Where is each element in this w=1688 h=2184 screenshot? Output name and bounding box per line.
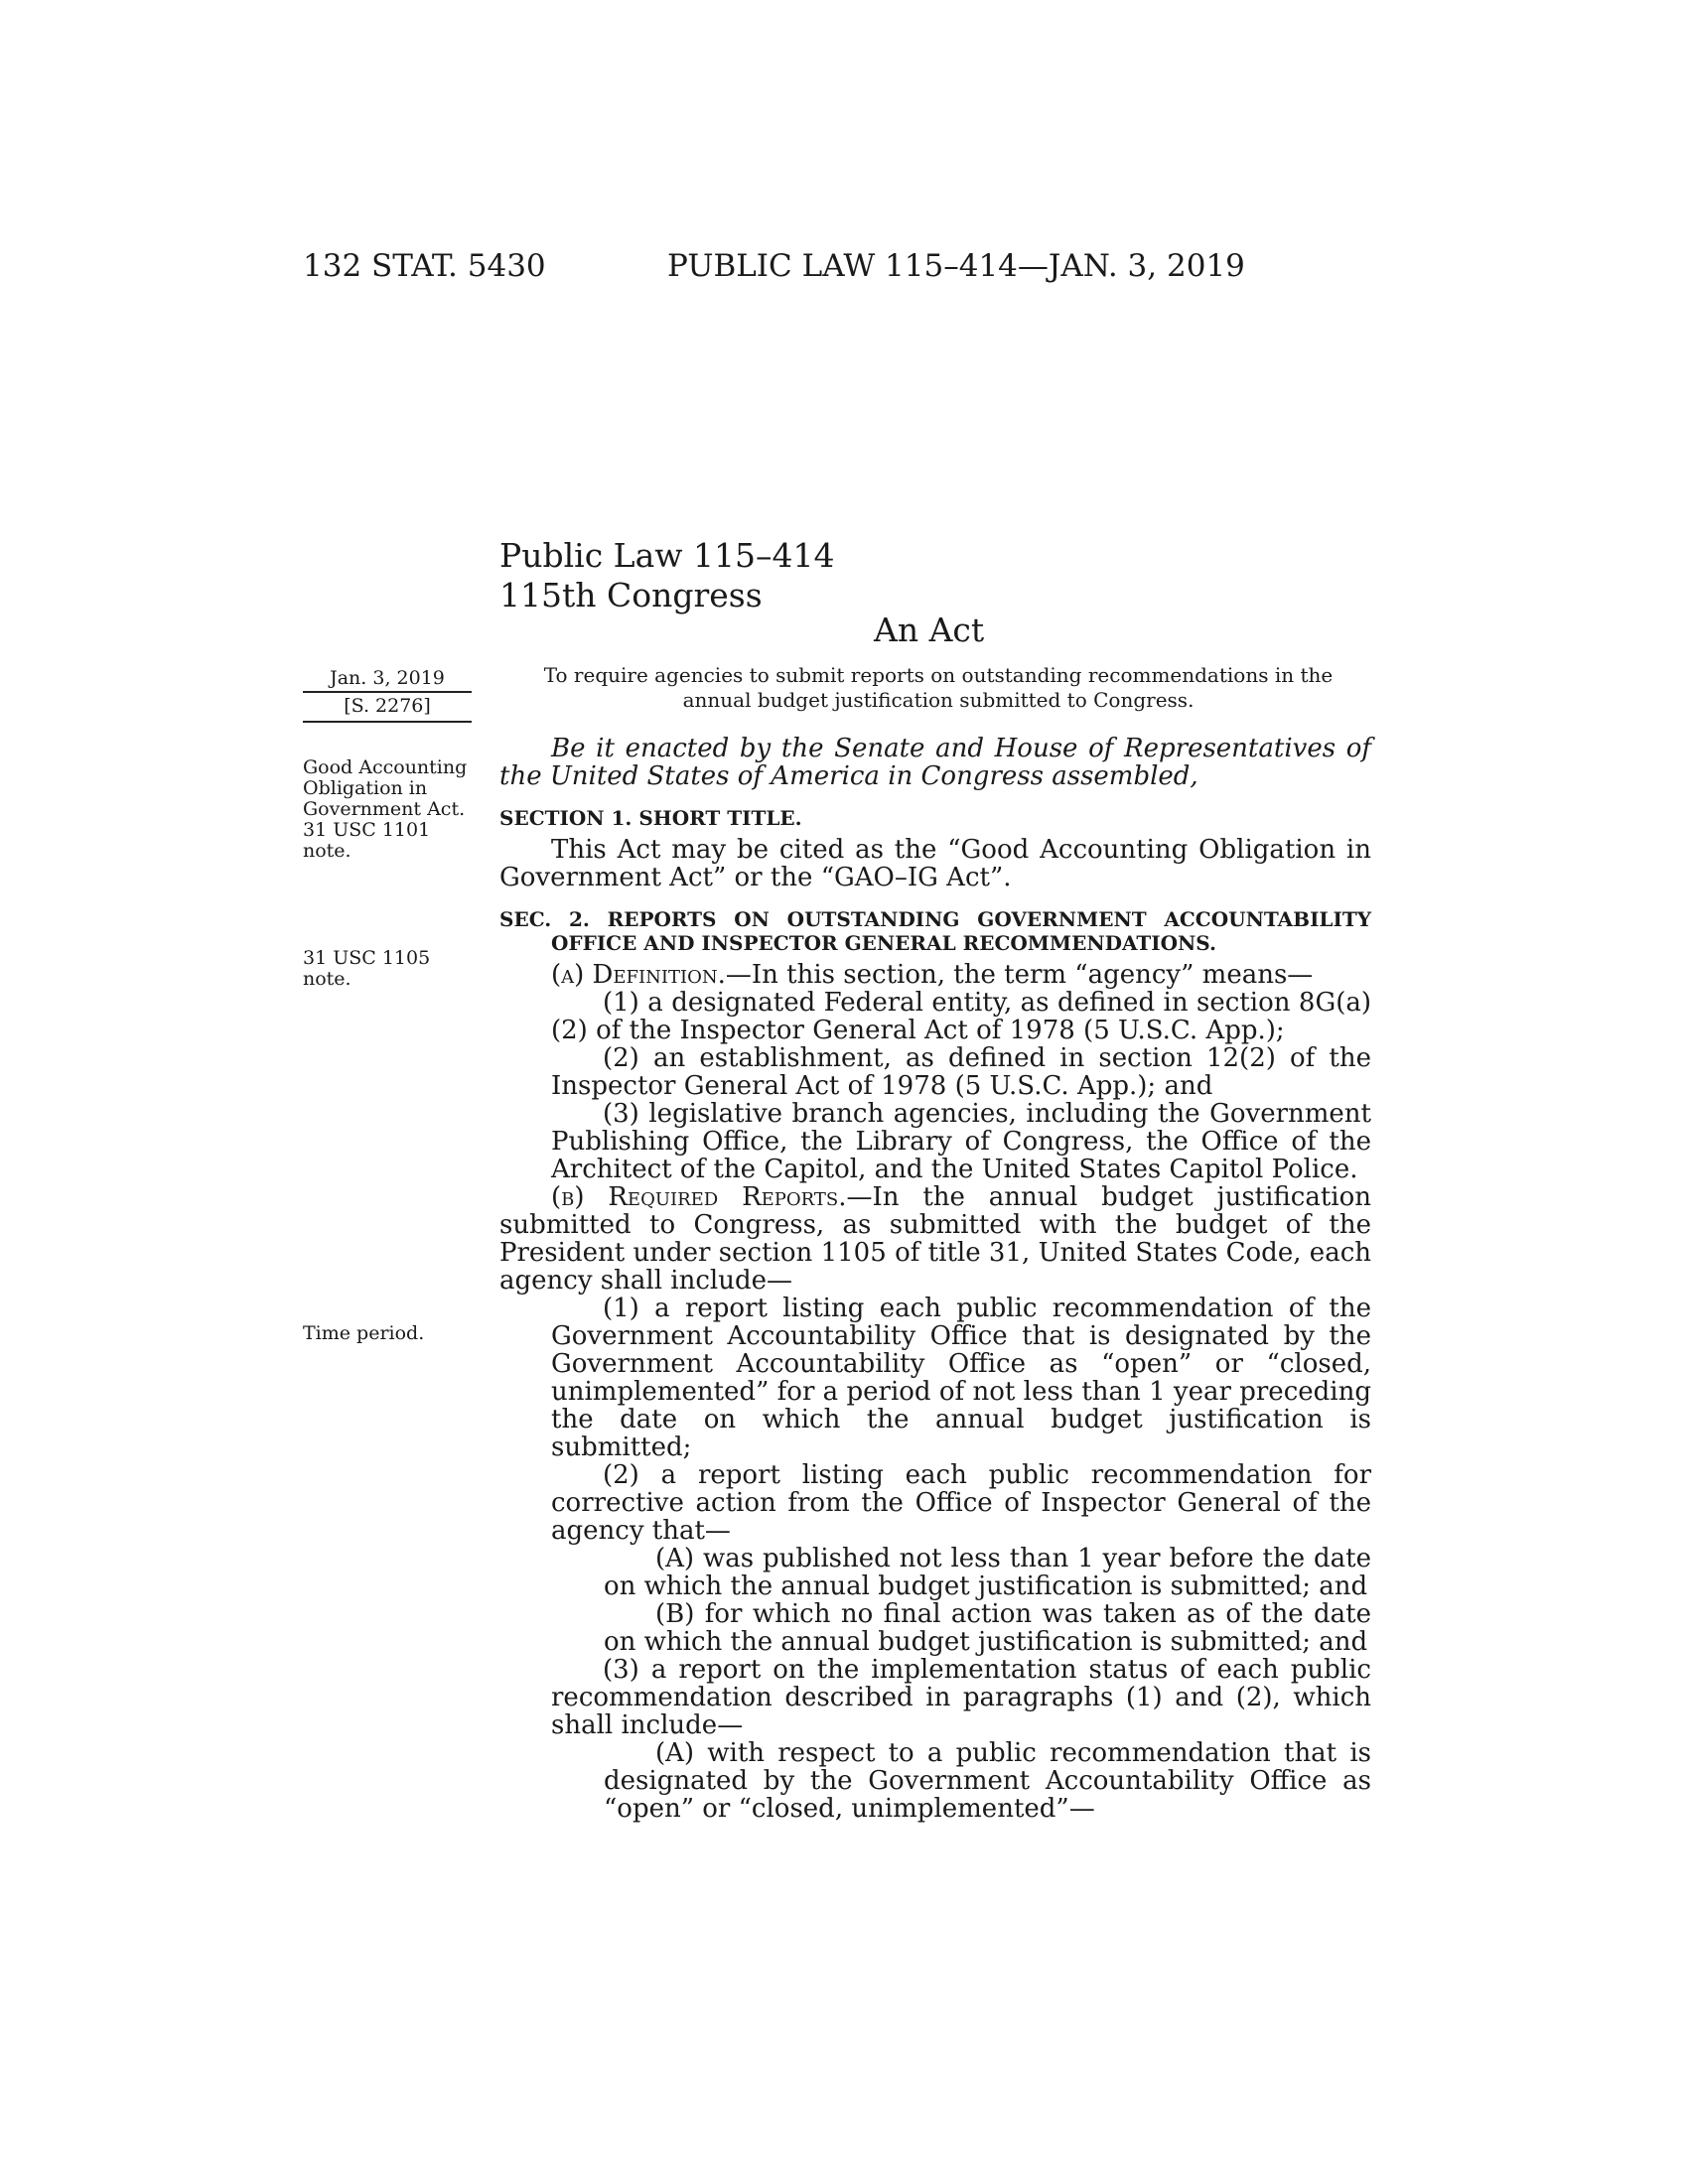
margin-date-bill [303,663,472,723]
margin-short-title-note: Good Accounting Obligation in Government Act. 31 USC 1101 note. [303,756,468,862]
margin-date: Jan. 3, 2019 [303,665,472,693]
margin-sec2-note: 31 USC 1105 note. [303,947,431,990]
section-2-heading: SEC. 2. REPORTS ON OUTSTANDING GOVERNMENT ACCOUNTABILITY OFFICE AND INSPECTOR GENERAL RECOMMENDATIONS. [499,907,1371,955]
subparagraph-b2B: (B) for which no final action was taken as of the date on which the annual budget justification is submitted; and [604,1599,1371,1657]
subsection-a-text: —In this section, the term “agency” means— [725,960,1314,990]
subsection-b-text: —In the annual budget justification submitted to Congress, as submitted with the budget of the President under section 1105 of title 31, United States Code, each agency shall include— [499,1182,1371,1296]
section-1-text: This Act may be cited as the “Good Accounting Obligation in Government Act” or the “GAO–IG Act”. [499,835,1371,892]
long-title: To require agencies to submit reports on outstanding recommendations in the annual budget justification submitted to Congress. [543,663,1334,712]
body-text [499,735,1371,1823]
paragraph-b1: (1) a report listing each public recommendation of the Government Accountability Office that is designated by the Government Accountability Office as “open” or “closed, unimplemented” for a period of not less than 1 year preceding the date on which the annual budget justification is submitted; [551,1294,1371,1462]
law-title-block [499,536,834,615]
public-law-number: Public Law 115–414 [499,536,835,575]
congress-number: 115th Congress [499,576,763,614]
subsection-a-label: (a) Definition. [551,960,726,990]
subparagraph-b3A: (A) with respect to a public recommendation that is designated by the Government Accountability Office as “open” or “closed, unimplemented”— [604,1738,1371,1824]
subparagraph-b2A: (A) was published not less than 1 year before the date on which the annual budget justification is submitted; and [604,1544,1371,1601]
subsection-b-label: (b) Required Reports. [551,1182,847,1212]
paragraph-a3: (3) legislative branch agencies, including the Government Publishing Office, the Library of Congress, the Office of the Architect of the Capitol, and the United States Capitol Police. [551,1099,1371,1184]
paragraph-b3: (3) a report on the implementation status of each public recommendation described in paragraphs (1) and (2), which shall include— [551,1655,1371,1740]
stat-page-number: 132 STAT. 5430 [303,248,546,284]
subsection-b [499,1183,1371,1295]
enacting-clause: Be it enacted by the Senate and House of Representatives of the United States of America in Congress assembled, [499,734,1371,791]
margin-bill-number: [S. 2276] [344,695,431,717]
paragraph-a1: (1) a designated Federal entity, as defined in section 8G(a)(2) of the Inspector General Act of 1978 (5 U.S.C. App.); [551,988,1371,1045]
running-head-law-date: PUBLIC LAW 115–414—JAN. 3, 2019 [667,248,1245,284]
margin-time-period: Time period. [303,1322,425,1344]
section-1-heading: SECTION 1. SHORT TITLE. [499,806,802,830]
paragraph-b2: (2) a report listing each public recommendation for corrective action from the Office of Inspector General of the agency that— [551,1460,1371,1546]
act-heading: An Act [874,611,985,649]
subsection-a [499,961,1371,989]
paragraph-a2: (2) an establishment, as defined in section 12(2) of the Inspector General Act of 1978 (5 U.S.C. App.); and [551,1043,1371,1101]
